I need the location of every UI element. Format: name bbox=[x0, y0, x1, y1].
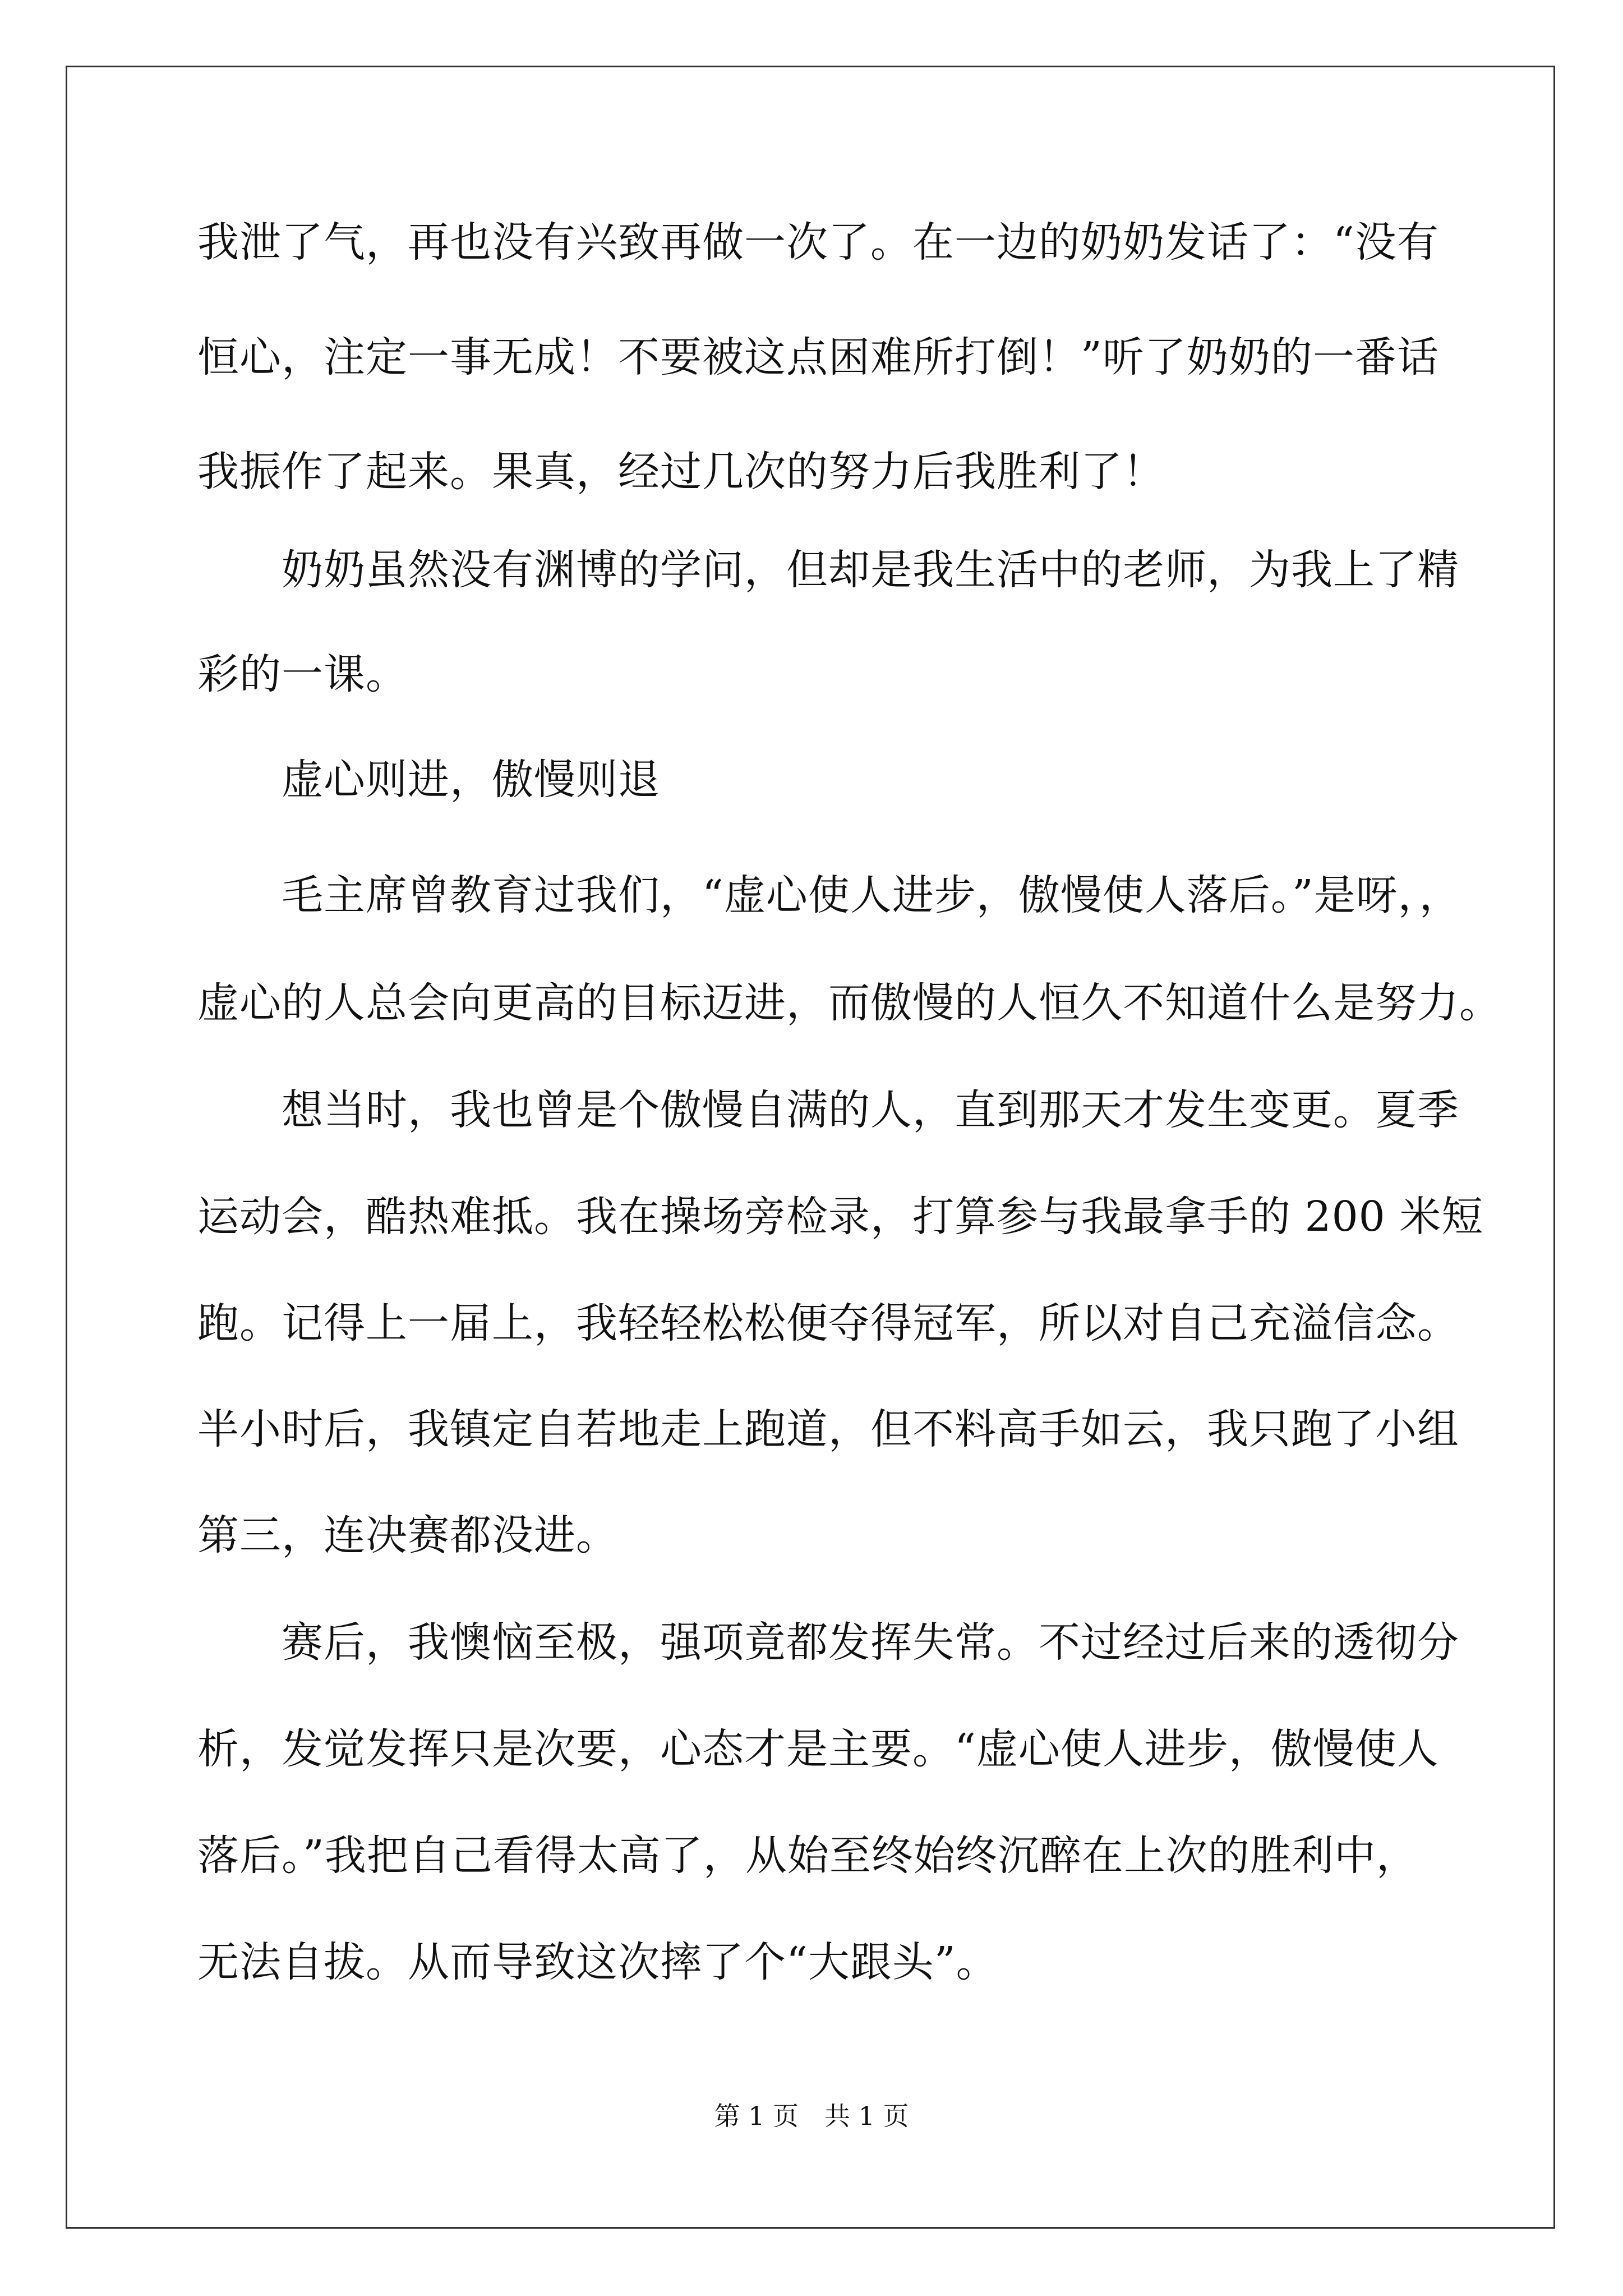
text-line: 运动会，酷热难抵。我在操场旁检录，打算参与我最拿手的 200 米短 bbox=[197, 1193, 1484, 1241]
text-line: 析，发觉发挥只是次要，心态才是主要。“虚心使人进步，傲慢使人 bbox=[197, 1725, 1439, 1773]
paragraph-start-line: 毛主席曾教育过我们，“虚心使人进步，傲慢使人落后。”是呀，， bbox=[282, 871, 1461, 919]
paragraph-start-line: 赛后，我懊恼至极，强项竟都发挥失常。不过经过后来的透彻分 bbox=[282, 1618, 1459, 1667]
section-heading: 虚心则进，傲慢则退 bbox=[282, 756, 660, 804]
text-line: 恒心，注定一事无成！不要被这点困难所打倒！”听了奶奶的一番话 bbox=[197, 333, 1439, 381]
paragraph-start-line: 奶奶虽然没有渊博的学问，但却是我生活中的老师，为我上了精 bbox=[282, 546, 1459, 594]
text-line: 半小时后，我镇定自若地走上跑道，但不料高手如云，我只跑了小组 bbox=[197, 1405, 1459, 1453]
text-line: 第三，连决赛都没进。 bbox=[197, 1511, 618, 1559]
page-number-footer: 第 1 页 共 1 页 bbox=[714, 2101, 909, 2131]
text-line: 我泄了气，再也没有兴致再做一次了。在一边的奶奶发话了：“没有 bbox=[197, 218, 1439, 266]
text-line: 跑。记得上一届上，我轻轻松松便夺得冠军，所以对自己充溢信念。 bbox=[197, 1299, 1459, 1347]
text-line: 虚心的人总会向更高的目标迈进，而傲慢的人恒久不知道什么是努力。 bbox=[197, 979, 1501, 1027]
paragraph-start-line: 想当时，我也曾是个傲慢自满的人，直到那天才发生变更。夏季 bbox=[282, 1086, 1459, 1134]
text-line: 落后。”我把自己看得太高了，从始至终始终沉醉在上次的胜利中， bbox=[197, 1832, 1418, 1880]
page-border bbox=[66, 66, 1555, 2229]
text-line: 彩的一课。 bbox=[197, 650, 408, 698]
text-line: 无法自拔。从而导致这次摔了个“大跟头”。 bbox=[197, 1938, 998, 1986]
text-line: 我振作了起来。果真，经过几次的努力后我胜利了！ bbox=[197, 448, 1165, 496]
